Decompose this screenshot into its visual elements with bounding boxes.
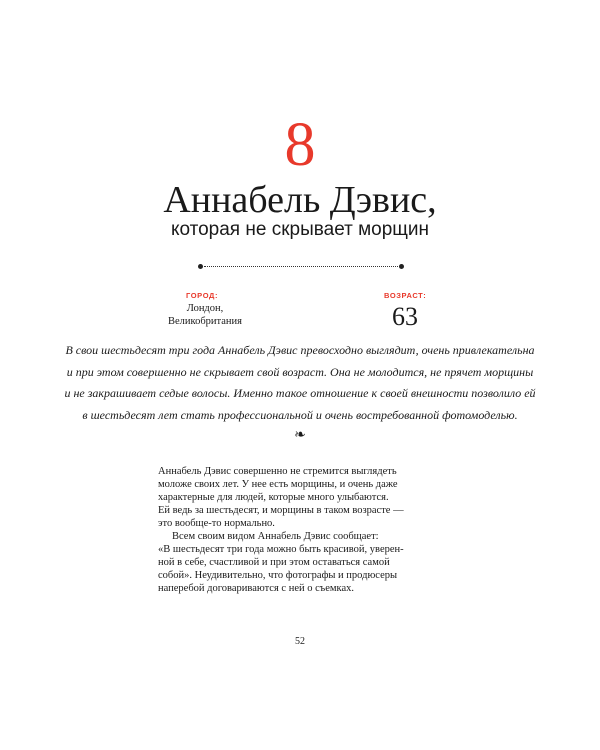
body-line: ной в себе, счастливой и при этом оставаться самой [158, 557, 390, 568]
intro-line: В свои шестьдесят три года Аннабель Дэвис превосходно выглядит, очень привлекательна [65, 343, 535, 357]
section-divider [198, 264, 404, 270]
age-value: 63 [392, 302, 418, 331]
age-label: ВОЗРАСТ: [384, 291, 427, 300]
body-line: это вообще-то нормально. [158, 518, 275, 529]
chapter-subtitle: которая не скрывает морщин [170, 219, 430, 240]
divider-line [204, 266, 398, 267]
chapter-title: Аннабель Дэвис, [163, 179, 437, 221]
country-value-line: Великобритания [168, 316, 242, 327]
city-value-line: Лондон, [186, 303, 224, 314]
city-label: ГОРОД: [186, 291, 219, 300]
intro-line: в шестьдесят лет стать профессиональной и очень востребованной фотомоделью. [82, 407, 518, 422]
body-line: Аннабель Дэвис совершенно не стремится выглядеть [158, 466, 397, 477]
body-line: наперебой договариваются с ней о съемках. [158, 583, 354, 594]
page-number: 52 [295, 636, 305, 647]
body-line: Всем своим видом Аннабель Дэвис сообщает: [172, 531, 379, 542]
body-line: характерные для людей, которые много улыбаются. [158, 492, 389, 503]
body-text [158, 465, 448, 595]
body-line: «В шестьдесят три года можно быть красивой, уверен- [158, 544, 404, 555]
body-line: Ей ведь за шестьдесят, и морщины в таком возрасте — [158, 505, 404, 516]
body-paragraph-1 [158, 465, 448, 530]
divider-dot-right [399, 264, 404, 269]
city-value [160, 302, 250, 328]
chapter-number: 8 [284, 111, 316, 179]
fleuron-ornament-icon: ❧ [294, 428, 306, 443]
body-line: моложе своих лет. У нее есть морщины, и очень даже [158, 479, 398, 490]
intro-paragraph [60, 340, 540, 426]
body-paragraph-2 [158, 530, 448, 595]
intro-line: и не закрашивает седые волосы. Именно такое отношение к своей внешности позволило ей [64, 386, 536, 400]
divider-dot-left [198, 264, 203, 269]
intro-line: и при этом совершенно не скрывает свой возраст. Она не молодится, не прячет морщины [66, 364, 534, 379]
body-line: собой». Неудивительно, что фотографы и продюсеры [158, 570, 398, 581]
